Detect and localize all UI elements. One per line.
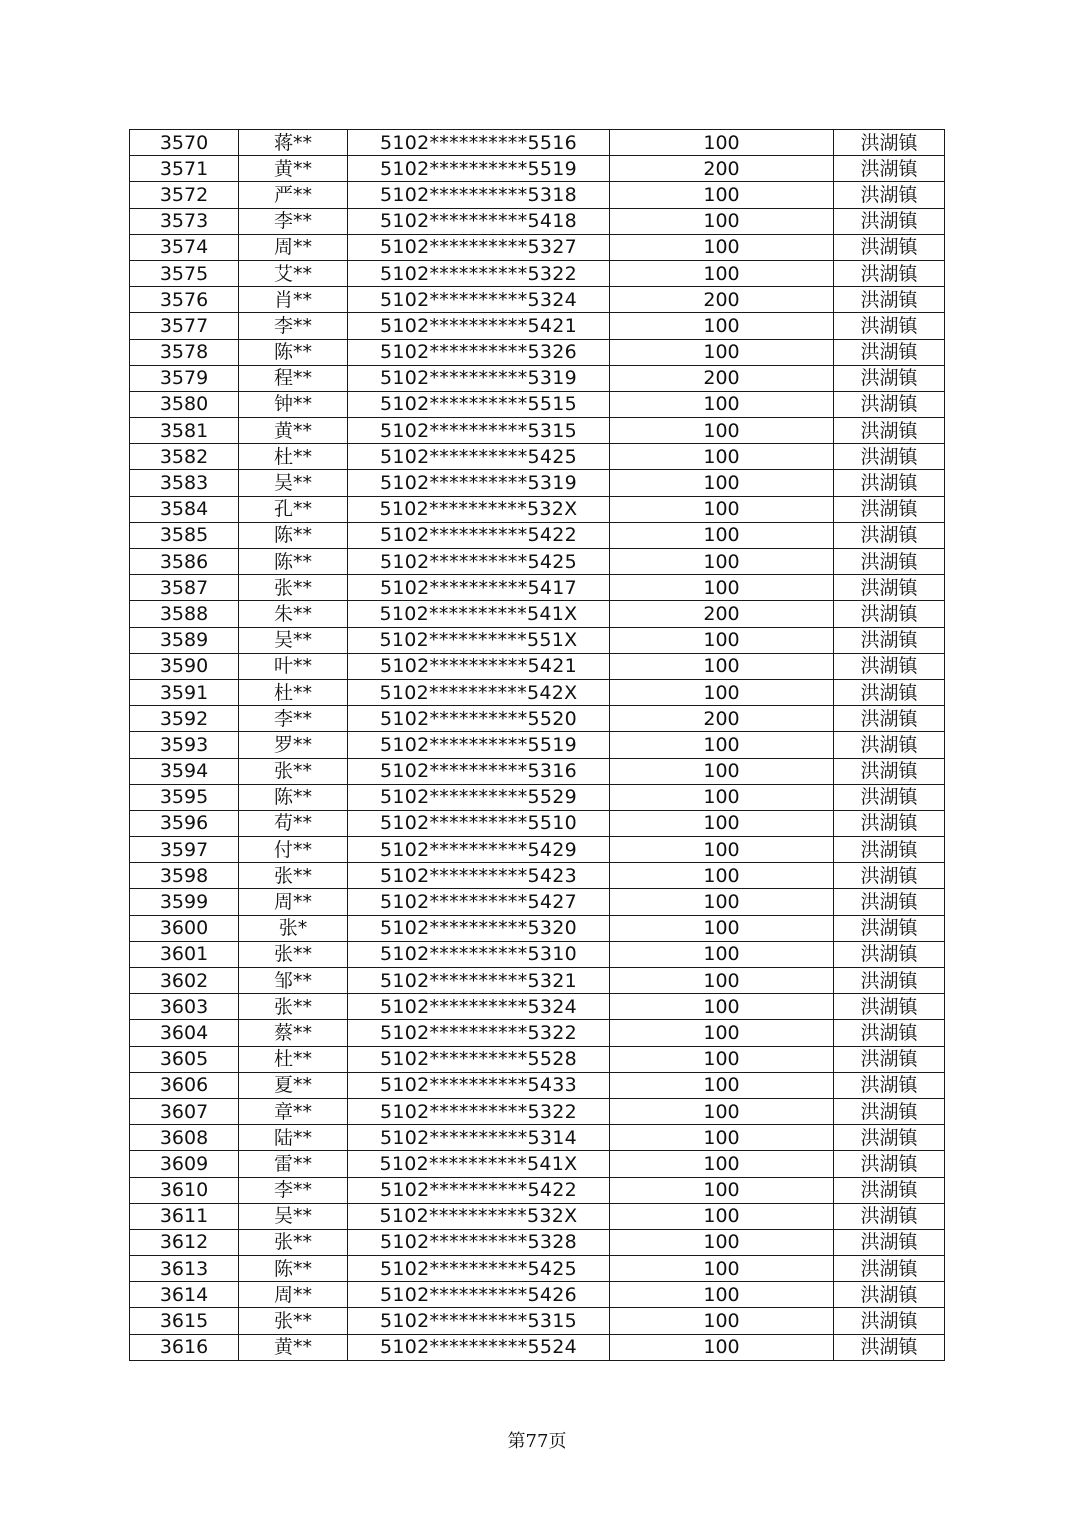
row-number-cell: 3583: [130, 470, 239, 496]
name-cell: 张*: [239, 915, 348, 941]
town-cell: 洪湖镇: [834, 915, 945, 941]
id-number-cell: 5102**********5425: [348, 1256, 610, 1282]
row-number-cell: 3588: [130, 601, 239, 627]
name-cell: 张**: [239, 1229, 348, 1255]
name-cell: 肖**: [239, 287, 348, 313]
id-number-cell: 5102**********5427: [348, 889, 610, 915]
town-cell: 洪湖镇: [834, 994, 945, 1020]
row-number-cell: 3584: [130, 496, 239, 522]
table-row: [130, 758, 945, 784]
row-number-cell: 3594: [130, 758, 239, 784]
id-number-cell: 5102**********5425: [348, 444, 610, 470]
id-number-cell: 5102**********5433: [348, 1072, 610, 1098]
id-number-cell: 5102**********5322: [348, 1020, 610, 1046]
table-row: [130, 1072, 945, 1098]
name-cell: 张**: [239, 941, 348, 967]
table-row: [130, 549, 945, 575]
town-cell: 洪湖镇: [834, 1334, 945, 1360]
town-cell: 洪湖镇: [834, 260, 945, 286]
table-row: [130, 679, 945, 705]
id-number-cell: 5102**********5515: [348, 391, 610, 417]
amount-cell: 100: [610, 968, 834, 994]
row-number-cell: 3615: [130, 1308, 239, 1334]
name-cell: 吴**: [239, 470, 348, 496]
id-number-cell: 5102**********5423: [348, 863, 610, 889]
town-cell: 洪湖镇: [834, 391, 945, 417]
name-cell: 李**: [239, 706, 348, 732]
id-number-cell: 5102**********5422: [348, 522, 610, 548]
town-cell: 洪湖镇: [834, 601, 945, 627]
amount-cell: 100: [610, 470, 834, 496]
id-number-cell: 5102**********532X: [348, 496, 610, 522]
amount-cell: 100: [610, 182, 834, 208]
id-number-cell: 5102**********5528: [348, 1046, 610, 1072]
amount-cell: 100: [610, 1229, 834, 1255]
id-number-cell: 5102**********5519: [348, 732, 610, 758]
town-cell: 洪湖镇: [834, 810, 945, 836]
town-cell: 洪湖镇: [834, 1177, 945, 1203]
name-cell: 杜**: [239, 444, 348, 470]
town-cell: 洪湖镇: [834, 1256, 945, 1282]
town-cell: 洪湖镇: [834, 1098, 945, 1124]
amount-cell: 100: [610, 915, 834, 941]
table-row: [130, 994, 945, 1020]
table-row: [130, 208, 945, 234]
id-number-cell: 5102**********5520: [348, 706, 610, 732]
row-number-cell: 3579: [130, 365, 239, 391]
row-number-cell: 3587: [130, 575, 239, 601]
name-cell: 雷**: [239, 1151, 348, 1177]
name-cell: 李**: [239, 313, 348, 339]
id-number-cell: 5102**********5418: [348, 208, 610, 234]
name-cell: 罗**: [239, 732, 348, 758]
amount-cell: 100: [610, 1098, 834, 1124]
id-number-cell: 5102**********5417: [348, 575, 610, 601]
amount-cell: 100: [610, 1151, 834, 1177]
id-number-cell: 5102**********5320: [348, 915, 610, 941]
amount-cell: 100: [610, 784, 834, 810]
town-cell: 洪湖镇: [834, 863, 945, 889]
name-cell: 张**: [239, 863, 348, 889]
town-cell: 洪湖镇: [834, 287, 945, 313]
town-cell: 洪湖镇: [834, 208, 945, 234]
id-number-cell: 5102**********5429: [348, 837, 610, 863]
id-number-cell: 5102**********5315: [348, 418, 610, 444]
table-row: [130, 444, 945, 470]
name-cell: 陈**: [239, 549, 348, 575]
id-number-cell: 5102**********5318: [348, 182, 610, 208]
amount-cell: 100: [610, 810, 834, 836]
row-number-cell: 3614: [130, 1282, 239, 1308]
row-number-cell: 3586: [130, 549, 239, 575]
table-row: [130, 575, 945, 601]
amount-cell: 200: [610, 156, 834, 182]
table-row: [130, 810, 945, 836]
name-cell: 周**: [239, 889, 348, 915]
roster-body: [130, 130, 945, 1361]
table-row: [130, 234, 945, 260]
town-cell: 洪湖镇: [834, 234, 945, 260]
id-number-cell: 5102**********5326: [348, 339, 610, 365]
town-cell: 洪湖镇: [834, 758, 945, 784]
amount-cell: 100: [610, 313, 834, 339]
town-cell: 洪湖镇: [834, 1151, 945, 1177]
table-row: [130, 391, 945, 417]
name-cell: 周**: [239, 1282, 348, 1308]
id-number-cell: 5102**********5321: [348, 968, 610, 994]
table-row: [130, 470, 945, 496]
row-number-cell: 3572: [130, 182, 239, 208]
id-number-cell: 5102**********5324: [348, 287, 610, 313]
row-number-cell: 3598: [130, 863, 239, 889]
row-number-cell: 3600: [130, 915, 239, 941]
town-cell: 洪湖镇: [834, 182, 945, 208]
id-number-cell: 5102**********5319: [348, 365, 610, 391]
table-row: [130, 1334, 945, 1360]
town-cell: 洪湖镇: [834, 679, 945, 705]
name-cell: 张**: [239, 994, 348, 1020]
name-cell: 张**: [239, 1308, 348, 1334]
table-row: [130, 418, 945, 444]
row-number-cell: 3591: [130, 679, 239, 705]
amount-cell: 100: [610, 1334, 834, 1360]
table-row: [130, 496, 945, 522]
name-cell: 蔡**: [239, 1020, 348, 1046]
amount-cell: 100: [610, 889, 834, 915]
name-cell: 蒋**: [239, 130, 348, 156]
table-row: [130, 1020, 945, 1046]
town-cell: 洪湖镇: [834, 549, 945, 575]
amount-cell: 100: [610, 444, 834, 470]
table-row: [130, 706, 945, 732]
id-number-cell: 5102**********5324: [348, 994, 610, 1020]
row-number-cell: 3613: [130, 1256, 239, 1282]
id-number-cell: 5102**********5314: [348, 1125, 610, 1151]
name-cell: 杜**: [239, 1046, 348, 1072]
table-row: [130, 522, 945, 548]
name-cell: 张**: [239, 575, 348, 601]
town-cell: 洪湖镇: [834, 889, 945, 915]
name-cell: 付**: [239, 837, 348, 863]
table-row: [130, 1125, 945, 1151]
name-cell: 朱**: [239, 601, 348, 627]
table-row: [130, 1177, 945, 1203]
name-cell: 陈**: [239, 522, 348, 548]
id-number-cell: 5102**********5524: [348, 1334, 610, 1360]
town-cell: 洪湖镇: [834, 313, 945, 339]
amount-cell: 100: [610, 837, 834, 863]
id-number-cell: 5102**********5422: [348, 1177, 610, 1203]
amount-cell: 200: [610, 706, 834, 732]
amount-cell: 100: [610, 391, 834, 417]
town-cell: 洪湖镇: [834, 1229, 945, 1255]
amount-cell: 100: [610, 941, 834, 967]
amount-cell: 100: [610, 522, 834, 548]
amount-cell: 100: [610, 1046, 834, 1072]
town-cell: 洪湖镇: [834, 156, 945, 182]
amount-cell: 100: [610, 1125, 834, 1151]
name-cell: 叶**: [239, 653, 348, 679]
name-cell: 艾**: [239, 260, 348, 286]
town-cell: 洪湖镇: [834, 837, 945, 863]
id-number-cell: 5102**********5319: [348, 470, 610, 496]
amount-cell: 100: [610, 758, 834, 784]
amount-cell: 100: [610, 627, 834, 653]
amount-cell: 100: [610, 1072, 834, 1098]
name-cell: 夏**: [239, 1072, 348, 1098]
id-number-cell: 5102**********5322: [348, 1098, 610, 1124]
row-number-cell: 3605: [130, 1046, 239, 1072]
id-number-cell: 5102**********5421: [348, 313, 610, 339]
row-number-cell: 3606: [130, 1072, 239, 1098]
row-number-cell: 3595: [130, 784, 239, 810]
amount-cell: 100: [610, 1020, 834, 1046]
table-row: [130, 313, 945, 339]
table-row: [130, 130, 945, 156]
town-cell: 洪湖镇: [834, 1308, 945, 1334]
id-number-cell: 5102**********532X: [348, 1203, 610, 1229]
row-number-cell: 3577: [130, 313, 239, 339]
amount-cell: 100: [610, 260, 834, 286]
town-cell: 洪湖镇: [834, 968, 945, 994]
name-cell: 黄**: [239, 156, 348, 182]
id-number-cell: 5102**********5519: [348, 156, 610, 182]
row-number-cell: 3609: [130, 1151, 239, 1177]
amount-cell: 100: [610, 732, 834, 758]
row-number-cell: 3608: [130, 1125, 239, 1151]
row-number-cell: 3607: [130, 1098, 239, 1124]
name-cell: 孔**: [239, 496, 348, 522]
table-row: [130, 339, 945, 365]
table-row: [130, 837, 945, 863]
row-number-cell: 3610: [130, 1177, 239, 1203]
id-number-cell: 5102**********5316: [348, 758, 610, 784]
table-row: [130, 627, 945, 653]
name-cell: 陈**: [239, 784, 348, 810]
name-cell: 吴**: [239, 627, 348, 653]
town-cell: 洪湖镇: [834, 653, 945, 679]
row-number-cell: 3582: [130, 444, 239, 470]
table-row: [130, 1308, 945, 1334]
town-cell: 洪湖镇: [834, 130, 945, 156]
id-number-cell: 5102**********541X: [348, 601, 610, 627]
row-number-cell: 3580: [130, 391, 239, 417]
amount-cell: 100: [610, 1203, 834, 1229]
town-cell: 洪湖镇: [834, 470, 945, 496]
name-cell: 李**: [239, 1177, 348, 1203]
page-number: 第77页: [507, 1431, 567, 1452]
row-number-cell: 3585: [130, 522, 239, 548]
id-number-cell: 5102**********5516: [348, 130, 610, 156]
row-number-cell: 3590: [130, 653, 239, 679]
id-number-cell: 5102**********5425: [348, 549, 610, 575]
table-row: [130, 1046, 945, 1072]
name-cell: 周**: [239, 234, 348, 260]
roster-table: [129, 129, 945, 1361]
row-number-cell: 3576: [130, 287, 239, 313]
table-row: [130, 1098, 945, 1124]
table-row: [130, 732, 945, 758]
id-number-cell: 5102**********5322: [348, 260, 610, 286]
table-row: [130, 1151, 945, 1177]
town-cell: 洪湖镇: [834, 627, 945, 653]
table-row: [130, 915, 945, 941]
row-number-cell: 3604: [130, 1020, 239, 1046]
row-number-cell: 3575: [130, 260, 239, 286]
name-cell: 苟**: [239, 810, 348, 836]
table-row: [130, 1282, 945, 1308]
amount-cell: 100: [610, 418, 834, 444]
id-number-cell: 5102**********551X: [348, 627, 610, 653]
amount-cell: 100: [610, 994, 834, 1020]
id-number-cell: 5102**********5310: [348, 941, 610, 967]
table-row: [130, 889, 945, 915]
name-cell: 吴**: [239, 1203, 348, 1229]
town-cell: 洪湖镇: [834, 1072, 945, 1098]
name-cell: 钟**: [239, 391, 348, 417]
name-cell: 陆**: [239, 1125, 348, 1151]
row-number-cell: 3612: [130, 1229, 239, 1255]
town-cell: 洪湖镇: [834, 365, 945, 391]
table-row: [130, 287, 945, 313]
id-number-cell: 5102**********5421: [348, 653, 610, 679]
table-row: [130, 784, 945, 810]
amount-cell: 100: [610, 1177, 834, 1203]
name-cell: 张**: [239, 758, 348, 784]
row-number-cell: 3571: [130, 156, 239, 182]
row-number-cell: 3602: [130, 968, 239, 994]
town-cell: 洪湖镇: [834, 732, 945, 758]
town-cell: 洪湖镇: [834, 1046, 945, 1072]
name-cell: 陈**: [239, 1256, 348, 1282]
name-cell: 邹**: [239, 968, 348, 994]
table-row: [130, 653, 945, 679]
name-cell: 章**: [239, 1098, 348, 1124]
row-number-cell: 3573: [130, 208, 239, 234]
town-cell: 洪湖镇: [834, 706, 945, 732]
row-number-cell: 3601: [130, 941, 239, 967]
id-number-cell: 5102**********542X: [348, 679, 610, 705]
row-number-cell: 3574: [130, 234, 239, 260]
row-number-cell: 3616: [130, 1334, 239, 1360]
town-cell: 洪湖镇: [834, 496, 945, 522]
table-row: [130, 941, 945, 967]
amount-cell: 100: [610, 549, 834, 575]
town-cell: 洪湖镇: [834, 784, 945, 810]
town-cell: 洪湖镇: [834, 1020, 945, 1046]
name-cell: 程**: [239, 365, 348, 391]
amount-cell: 100: [610, 1308, 834, 1334]
table-row: [130, 1256, 945, 1282]
id-number-cell: 5102**********5315: [348, 1308, 610, 1334]
name-cell: 李**: [239, 208, 348, 234]
amount-cell: 100: [610, 679, 834, 705]
id-number-cell: 5102**********5426: [348, 1282, 610, 1308]
table-row: [130, 182, 945, 208]
table-row: [130, 1229, 945, 1255]
table-row: [130, 260, 945, 286]
name-cell: 严**: [239, 182, 348, 208]
town-cell: 洪湖镇: [834, 575, 945, 601]
table-row: [130, 863, 945, 889]
amount-cell: 200: [610, 601, 834, 627]
town-cell: 洪湖镇: [834, 522, 945, 548]
amount-cell: 100: [610, 1282, 834, 1308]
id-number-cell: 5102**********5529: [348, 784, 610, 810]
amount-cell: 100: [610, 234, 834, 260]
row-number-cell: 3599: [130, 889, 239, 915]
table-row: [130, 365, 945, 391]
table-row: [130, 1203, 945, 1229]
row-number-cell: 3578: [130, 339, 239, 365]
name-cell: 杜**: [239, 679, 348, 705]
id-number-cell: 5102**********5327: [348, 234, 610, 260]
town-cell: 洪湖镇: [834, 418, 945, 444]
row-number-cell: 3611: [130, 1203, 239, 1229]
amount-cell: 200: [610, 365, 834, 391]
town-cell: 洪湖镇: [834, 1203, 945, 1229]
id-number-cell: 5102**********5510: [348, 810, 610, 836]
amount-cell: 100: [610, 653, 834, 679]
row-number-cell: 3589: [130, 627, 239, 653]
amount-cell: 100: [610, 339, 834, 365]
id-number-cell: 5102**********5328: [348, 1229, 610, 1255]
id-number-cell: 5102**********541X: [348, 1151, 610, 1177]
row-number-cell: 3592: [130, 706, 239, 732]
row-number-cell: 3603: [130, 994, 239, 1020]
table-row: [130, 601, 945, 627]
town-cell: 洪湖镇: [834, 1125, 945, 1151]
town-cell: 洪湖镇: [834, 941, 945, 967]
amount-cell: 100: [610, 1256, 834, 1282]
row-number-cell: 3570: [130, 130, 239, 156]
amount-cell: 100: [610, 208, 834, 234]
amount-cell: 200: [610, 287, 834, 313]
town-cell: 洪湖镇: [834, 1282, 945, 1308]
town-cell: 洪湖镇: [834, 339, 945, 365]
row-number-cell: 3593: [130, 732, 239, 758]
name-cell: 黄**: [239, 418, 348, 444]
table-row: [130, 156, 945, 182]
town-cell: 洪湖镇: [834, 444, 945, 470]
row-number-cell: 3597: [130, 837, 239, 863]
amount-cell: 100: [610, 575, 834, 601]
name-cell: 黄**: [239, 1334, 348, 1360]
amount-cell: 100: [610, 863, 834, 889]
amount-cell: 100: [610, 496, 834, 522]
row-number-cell: 3596: [130, 810, 239, 836]
table-row: [130, 968, 945, 994]
name-cell: 陈**: [239, 339, 348, 365]
row-number-cell: 3581: [130, 418, 239, 444]
amount-cell: 100: [610, 130, 834, 156]
